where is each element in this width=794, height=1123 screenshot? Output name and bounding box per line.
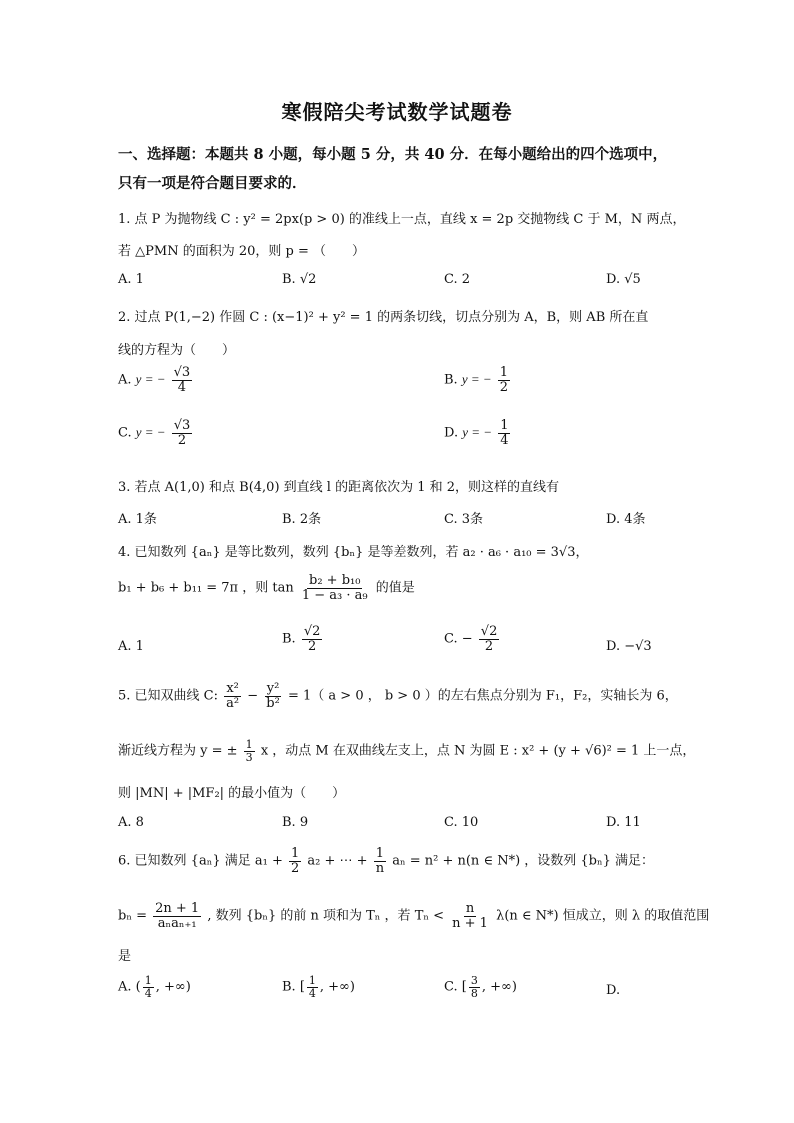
q6-stem-line2-right: λ(n ∈ N*) 恒成立，则 λ 的取值范围	[496, 908, 710, 924]
q2-option-d	[444, 419, 512, 447]
page-title: 寒假陪尖考试数学试题卷	[281, 100, 513, 124]
q2-option-b-fraction: $\frac{1}{2}$	[499, 365, 509, 395]
q5-option-b: B. 9	[282, 815, 309, 830]
q2-option-a-lhs: y = −	[135, 371, 166, 387]
q2-option-a-fraction: $\frac{√3}{4}$	[173, 365, 191, 395]
q1-option-c: C. 2	[444, 272, 471, 287]
q2-option-b-lhs: y = −	[461, 371, 492, 387]
q2-option-b	[444, 366, 512, 394]
q6-stem-line1-mid: a₂ + ⋯ +	[307, 853, 368, 869]
q5-asymptote-fraction: $\frac{1}{3}$	[245, 738, 253, 764]
q4-option-c-label: C. −	[444, 631, 473, 647]
q5-option-c: C. 10	[444, 815, 479, 830]
q6-option-b-right: , +∞)	[319, 979, 355, 995]
q5-minus-sign: −	[247, 688, 259, 704]
q5-stem-line1	[118, 682, 678, 710]
q1-stem-line1: 1. 点 P 为抛物线 C : y² = 2px(p > 0) 的准线上一点，直线 x = 2p 交抛物线 C 于 M，N 两点，	[118, 212, 686, 227]
q5-x-fraction: $\frac{\text{x²}}{\text{a²}}$	[226, 681, 240, 711]
q2-option-c	[118, 419, 194, 447]
q5-y-fraction: $\frac{\text{y²}}{\text{b²}}$	[266, 681, 280, 711]
q2-option-a-label: A.	[118, 372, 132, 388]
q6-stem-line1-left: 6. 已知数列 {aₙ} 满足 a₁ +	[118, 853, 283, 869]
q6-half-fraction: $\frac{1}{2}$	[290, 846, 300, 876]
q3-option-b: B. 2条	[282, 512, 322, 527]
q4-option-b	[282, 625, 324, 653]
q4-option-b-fraction: $\frac{√2}{2}$	[303, 624, 321, 654]
q1-option-b: B. √2	[282, 272, 317, 287]
q5-stem-line2-right: x ，动点 M 在双曲线左支上，点 N 为圆 E : x² + (y + √6)² = 1 上一点，	[260, 743, 696, 759]
q6-option-c-fraction: $\frac{3}{8}$	[470, 974, 478, 1000]
q6-stem-line3: 是	[118, 949, 132, 964]
q5-stem-line1-left: 5. 已知双曲线 C:	[118, 688, 218, 704]
q4-option-b-label: B.	[282, 631, 296, 647]
q4-option-c	[444, 625, 501, 653]
q4-stem-line1: 4. 已知数列 {aₙ} 是等比数列，数列 {bₙ} 是等差数列，若 a₂ · a₆ · a₁₀ = 3√3，	[118, 545, 589, 560]
q6-option-b-label: B. [	[282, 979, 305, 995]
q6-stem-line2	[118, 902, 709, 930]
q6-option-a-right: , +∞)	[155, 979, 191, 995]
q3-option-d: D. 4条	[606, 512, 646, 527]
q1-option-d: D. √5	[606, 272, 641, 287]
q2-option-a	[118, 366, 194, 394]
q3-option-a: A. 1条	[118, 512, 157, 527]
q6-option-b-fraction: $\frac{1}{4}$	[308, 974, 316, 1000]
q6-option-a-label: A. (	[118, 979, 141, 995]
q4-option-a: A. 1	[118, 639, 144, 654]
q3-stem-line1: 3. 若点 A(1,0) 和点 B(4,0) 到直线 l 的距离依次为 1 和 2，则这样的直线有	[118, 480, 560, 495]
q2-option-d-label: D.	[444, 425, 459, 441]
q5-stem-line1-right: = 1（ a > 0 ， b > 0 ）的左右焦点分别为 F₁，F₂，实轴长为 6，	[287, 688, 678, 704]
q2-stem-line1: 2. 过点 P(1,−2) 作圆 C : (x−1)² + y² = 1 的两条切线，切点分别为 A，B，则 AB 所在直	[118, 310, 649, 325]
q1-stem-line2: 若 △PMN 的面积为 20，则 p = （ ）	[118, 244, 365, 259]
q6-stem-line1-right: aₙ = n² + n(n ∈ N*) ，设数列 {bₙ} 满足：	[392, 853, 655, 869]
q6-option-c	[444, 975, 517, 999]
section-header: 一、选择题：本题共 8 小题，每小题 5 分，共 40 分．在每小题给出的四个选项中，只有一项是符合题目要求的．	[118, 146, 668, 192]
q5-stem-line3: 则 |MN| + |MF₂| 的最小值为（ ）	[118, 786, 346, 801]
q4-stem-line2	[118, 574, 415, 602]
q4-stem-line2-right: 的值是	[375, 580, 415, 596]
q6-stem-line2-left: bₙ =	[118, 908, 147, 924]
q3-option-c: C. 3条	[444, 512, 484, 527]
q2-option-b-label: B.	[444, 372, 458, 388]
q2-option-c-lhs: y = −	[135, 424, 166, 440]
q4-option-d: D. −√3	[606, 639, 652, 654]
q2-option-c-label: C.	[118, 425, 132, 441]
q2-option-d-lhs: y = −	[462, 424, 493, 440]
q4-option-c-fraction: $\frac{√2}{2}$	[480, 624, 498, 654]
q6-option-d: D.	[606, 983, 621, 998]
q4-tan-fraction: $\frac{\text{b₂ + b₁₀}}{\text{1 − a₃ · a₉}}$	[301, 573, 368, 603]
q4-stem-line2-left: b₁ + b₆ + b₁₁ = 7π ，则 tan	[118, 580, 294, 596]
q1-option-a: A. 1	[118, 272, 144, 287]
q6-option-a	[118, 975, 191, 999]
q6-stem-line1	[118, 847, 654, 875]
q6-option-c-label: C. [	[444, 979, 467, 995]
q5-option-d: D. 11	[606, 815, 641, 830]
q6-bn-fraction: $\frac{2n + 1}{\text{aₙaₙ₊₁}}$	[155, 901, 200, 931]
q2-option-d-fraction: $\frac{1}{4}$	[500, 418, 509, 448]
q6-one-over-n-fraction: $\frac{1}{n}$	[375, 846, 385, 876]
q5-stem-line2	[118, 739, 695, 763]
q2-option-c-fraction: $\frac{√3}{2}$	[173, 418, 191, 448]
q6-option-a-fraction: $\frac{1}{4}$	[144, 974, 152, 1000]
q2-stem-line2: 线的方程为（ ）	[118, 343, 236, 358]
q5-option-a: A. 8	[118, 815, 144, 830]
q6-stem-line2-mid: , 数列 {bₙ} 的前 n 项和为 Tₙ ，若 Tₙ <	[207, 908, 445, 924]
q6-option-c-right: , +∞)	[481, 979, 517, 995]
q5-stem-line2-left: 渐近线方程为 y = ±	[118, 743, 238, 759]
q6-n-over-n1-fraction: $\frac{n}{n + 1}$	[452, 901, 488, 931]
q6-option-b	[282, 975, 355, 999]
